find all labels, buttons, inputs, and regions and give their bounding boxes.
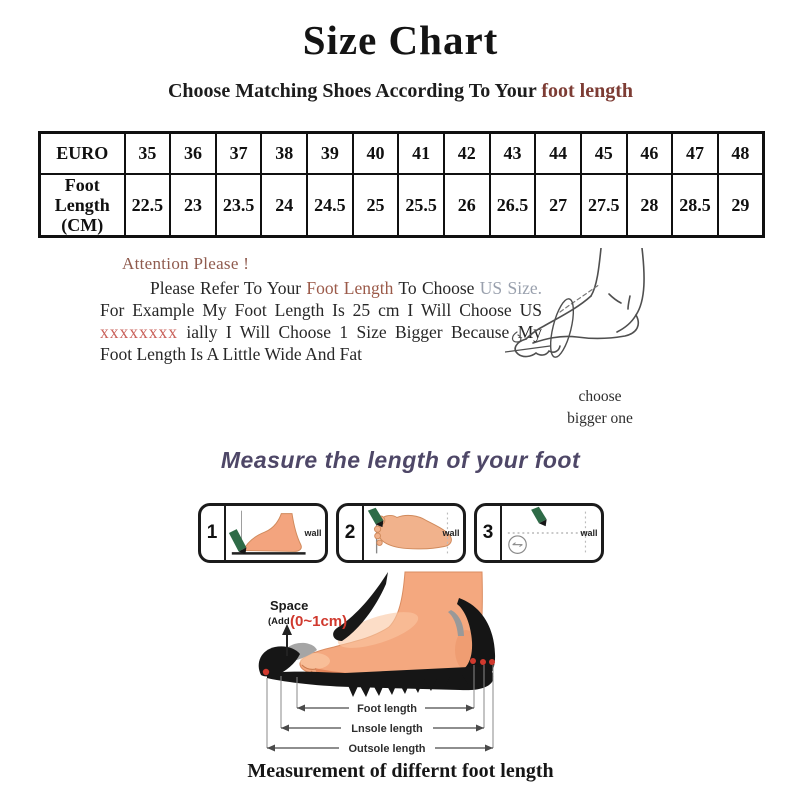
- attention-text: Please Refer To Your: [150, 278, 307, 298]
- foot-length-cell: 27.5: [581, 174, 627, 237]
- size-table: [38, 131, 765, 238]
- wall-label: wall: [442, 528, 460, 538]
- space-add-label: (Add: [268, 616, 290, 627]
- heel-marker-dot: [489, 659, 495, 665]
- sketch-instep: [526, 296, 591, 339]
- foot-length-cell: 25: [353, 174, 399, 237]
- euro-size-cell: 43: [490, 133, 536, 175]
- attention-paragraph: [100, 277, 542, 365]
- euro-size-cell: 42: [444, 133, 490, 175]
- foot-length-cell: 28: [627, 174, 673, 237]
- foot-length-cell: 29: [718, 174, 764, 237]
- sketch-tape-loop: [546, 297, 578, 360]
- foot-length-cell: 26: [444, 174, 490, 237]
- wall-label: wall: [580, 528, 598, 538]
- sketch-back-leg: [617, 248, 644, 332]
- euro-size-cell: 36: [170, 133, 216, 175]
- attention-us-size: US Size.: [479, 278, 542, 298]
- heel-marker-dot: [470, 658, 476, 664]
- euro-size-cell: 39: [307, 133, 353, 175]
- attention-foot-length: Foot Length: [306, 278, 394, 298]
- euro-size-cell: 40: [353, 133, 399, 175]
- foot-length-cell: 24.5: [307, 174, 353, 237]
- measure-panel-3: [474, 503, 604, 563]
- attention-heading: Attention Please !: [122, 254, 250, 273]
- attention-text: To Choose: [393, 278, 480, 298]
- diagram-caption: Measurement of differnt foot length: [247, 760, 554, 782]
- wall-label: wall: [304, 528, 322, 538]
- foot-length-cell: 24: [261, 174, 307, 237]
- space-label: Space: [270, 598, 309, 613]
- euro-size-cell: 41: [398, 133, 444, 175]
- euro-size-cell: 38: [261, 133, 307, 175]
- euro-size-cell: 45: [581, 133, 627, 175]
- panel-foot-side: [243, 514, 301, 552]
- attention-text: For Example My Foot Length Is 25 cm I Will Choose US: [100, 300, 542, 320]
- sketch-front-leg: [591, 248, 601, 296]
- foot-length-cell: 23.5: [216, 174, 262, 237]
- subtitle-text: Choose Matching Shoes According To Your: [167, 80, 542, 102]
- panel-number: 3: [477, 506, 502, 560]
- sketch-tape-curl: [513, 332, 521, 342]
- foot-length-row: [40, 174, 764, 237]
- measuring-steps: [0, 503, 801, 563]
- measure-heading: Measure the length of your foot: [220, 447, 581, 473]
- panel-number: 1: [201, 506, 226, 560]
- panel-foot-sole: [378, 515, 451, 549]
- euro-size-cell: 47: [672, 133, 718, 175]
- foot-length-cell: 28.5: [672, 174, 718, 237]
- foot-measurement-diagram: [253, 570, 545, 775]
- panel-number: 2: [339, 506, 364, 560]
- euro-size-cell: 48: [718, 133, 764, 175]
- foot-length-cell: 25.5: [398, 174, 444, 237]
- foot-length-cell: 26.5: [490, 174, 536, 237]
- toe-marker-dot: [263, 669, 269, 675]
- euro-row-header: EURO: [40, 133, 125, 175]
- sketch-ankle-dimple: [628, 296, 630, 309]
- euro-size-cell: 44: [535, 133, 581, 175]
- green-pen-icon: [228, 529, 245, 551]
- euro-size-cell: 37: [216, 133, 262, 175]
- sketch-caption-line1: choose: [578, 388, 622, 405]
- euro-size-cell: 35: [125, 133, 171, 175]
- subtitle: [0, 80, 801, 103]
- space-range-label: (0~1cm): [290, 613, 348, 630]
- page-title: Size Chart: [302, 17, 499, 63]
- arrow-label-outsole-length: Outsole length: [348, 743, 426, 755]
- attention-block: [100, 254, 542, 365]
- arrow-label-insole-length: Lnsole length: [351, 723, 423, 735]
- euro-size-cell: 46: [627, 133, 673, 175]
- measure-panel-1: [198, 503, 328, 563]
- sketch-tape-end: [505, 346, 550, 352]
- foot-length-cell: 27: [535, 174, 581, 237]
- foot-length-cell: 22.5: [125, 174, 171, 237]
- subtitle-highlight: foot length: [541, 80, 634, 102]
- euro-size-row: [40, 133, 764, 175]
- sketch-ankle-dimple: [609, 294, 621, 303]
- sketch-caption: [520, 386, 680, 431]
- foot-length-row-header: Foot Length (CM): [40, 174, 125, 237]
- sketch-caption-line2: bigger one: [567, 410, 633, 428]
- attention-text: ially I Will Choose 1 Size Bigger Because My Foot Length Is A Little Wide And Fat: [100, 322, 542, 364]
- attention-crossed-text: xxxxxxxx: [100, 322, 178, 342]
- foot-sketch-illustration: [505, 248, 680, 375]
- measure-panel-2: [336, 503, 466, 563]
- arrow-label-foot-length: Foot length: [357, 703, 417, 715]
- heel-marker-dot: [480, 659, 486, 665]
- foot-length-cell: 23: [170, 174, 216, 237]
